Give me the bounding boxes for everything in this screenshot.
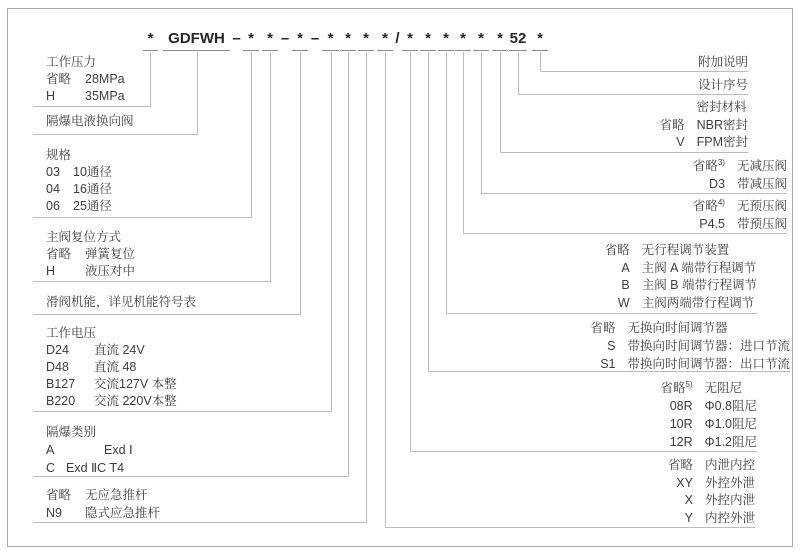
option-desc: 带减压阀 [736, 177, 787, 191]
option-row [46, 88, 125, 105]
code-segment-seal: * [492, 29, 508, 51]
option-desc: 主阀 A 端带行程调节 [641, 260, 757, 275]
code-segment-pressure: * [143, 29, 158, 51]
option-code: N9 [46, 505, 62, 520]
option-row [46, 359, 177, 376]
option-desc: 交流 220V本整 [94, 394, 177, 408]
option-desc: 10通径 [73, 165, 112, 179]
option-desc: 外控外泄 [704, 475, 755, 490]
option-row [46, 441, 133, 459]
option-code-text: 省略 [692, 199, 718, 213]
option-desc: 带换向时间调节器：出口节流 [627, 357, 790, 371]
option-desc: 无行程调节装置 [641, 243, 730, 257]
code-segment-stroke: * [438, 29, 454, 51]
section-title: 密封材料 [696, 100, 747, 114]
section-title: 主阀复位方式 [46, 230, 122, 244]
section-working-voltage [46, 325, 177, 410]
option-row [46, 198, 112, 215]
section-reducing-valve [693, 157, 787, 193]
option-desc: 内泄内控 [704, 458, 755, 472]
section-title: 隔爆类别 [46, 425, 97, 439]
option-desc: Φ0.8阻尼 [704, 399, 757, 413]
option-code: D24 [46, 343, 69, 357]
option-desc: 带预压阀 [736, 217, 787, 231]
code-segment-spec-2: * [262, 29, 278, 51]
option-desc: 内控外泄 [704, 510, 755, 525]
option-code: W [617, 295, 630, 310]
code-separator-slash: / [395, 30, 400, 47]
section-emergency-pushrod [46, 487, 160, 522]
option-row [46, 181, 112, 198]
option-code: 省略 [46, 72, 72, 86]
footnote-marker: 4) [717, 197, 725, 207]
code-segment-exd: * [358, 29, 374, 51]
option-desc: 交流127V 本整 [94, 377, 177, 391]
code-separator: – [310, 30, 320, 47]
option-row [46, 246, 135, 263]
footnote-marker: 3) [717, 157, 725, 167]
section-seal-material [660, 99, 748, 152]
option-code: S1 [600, 357, 616, 371]
option-code: V [676, 135, 685, 149]
option-desc: 直流 24V [94, 343, 145, 357]
option-code: P4.5 [699, 217, 725, 231]
option-code: B127 [46, 377, 76, 391]
section-additional-notes [686, 54, 748, 72]
section-title: 工作压力 [46, 55, 97, 69]
option-code: H [46, 89, 56, 103]
option-desc: 弹簧复位 [85, 247, 136, 261]
section-damping [661, 379, 758, 451]
option-code: X [684, 493, 693, 507]
section-valve-name [46, 113, 134, 130]
section-working-pressure [46, 54, 125, 105]
option-code: D3 [709, 177, 725, 191]
option-desc: 无阻尼 [704, 381, 743, 395]
code-segment-voltage: * [340, 29, 356, 51]
option-code: A [46, 443, 55, 457]
option-code: 省略 [590, 321, 616, 335]
code-separator: – [232, 30, 241, 47]
option-row [46, 164, 112, 181]
valve-name-label: 隔爆电液换向阀 [46, 114, 134, 128]
option-code: S [607, 339, 616, 353]
code-segment-spec-1: * [243, 29, 259, 51]
option-code: 省略 [659, 117, 685, 132]
option-code: A [621, 260, 630, 275]
section-spool-function [46, 294, 196, 311]
option-code: B220 [46, 394, 76, 408]
option-desc: 无预压阀 [736, 199, 787, 213]
option-row [46, 487, 160, 505]
code-segment-reducing: * [473, 29, 489, 51]
section-pilot-drain [668, 457, 755, 527]
code-segment-spool: * [322, 29, 339, 51]
option-code: C [46, 461, 56, 475]
option-desc: 无应急推杆 [85, 488, 148, 502]
option-code [661, 379, 693, 397]
option-code: 省略 [46, 488, 72, 502]
option-desc: 35MPa [85, 89, 125, 103]
option-desc: 液压对中 [85, 264, 136, 278]
option-row [46, 393, 177, 410]
option-code: 省略 [46, 247, 72, 261]
section-switching-time-regulator [590, 319, 790, 373]
option-code: H [46, 264, 56, 278]
option-desc: 隐式应急推杆 [85, 505, 161, 520]
section-reset-mode [46, 229, 135, 280]
option-row [46, 505, 160, 523]
option-desc: Φ1.0阻尼 [704, 417, 757, 431]
option-code: Y [684, 510, 693, 525]
option-row [46, 71, 125, 88]
option-desc: 主阀两端带行程调节 [641, 295, 755, 310]
option-desc: FPM密封 [696, 135, 748, 149]
section-spec [46, 147, 112, 215]
option-row [46, 459, 133, 477]
code-segment-additional: * [532, 29, 548, 51]
code-segment-design-no: 52 [509, 29, 527, 51]
option-code [693, 157, 725, 175]
section-title: 规格 [46, 148, 72, 162]
option-desc: 主阀 B 端带行程调节 [641, 278, 757, 292]
option-desc: Exd ⅡC T4 [66, 461, 125, 475]
option-code: XY [676, 475, 693, 490]
code-segment-damping: * [402, 29, 418, 51]
section-stroke-adjustment [605, 242, 757, 312]
option-desc: 25通径 [73, 199, 112, 213]
section-title: 设计序号 [697, 78, 748, 92]
code-segment-reset: * [292, 29, 308, 51]
option-code: 省略 [667, 458, 693, 472]
option-code: D48 [46, 360, 69, 374]
option-code-text: 省略 [692, 159, 718, 173]
code-segment-timer: * [420, 29, 436, 51]
option-desc: 28MPa [85, 72, 125, 86]
section-title: 工作电压 [46, 326, 97, 340]
option-code: 10R [669, 417, 693, 431]
code-segment-pushrod: * [377, 29, 393, 51]
option-desc: 直流 48 [94, 360, 137, 374]
option-code: 06 [46, 199, 60, 213]
footnote-marker: 5) [685, 379, 693, 389]
option-desc: Φ1.2阻尼 [704, 435, 757, 449]
option-code: 04 [46, 182, 60, 196]
code-separator: – [280, 30, 290, 47]
option-desc: 无换向时间调节器 [627, 321, 728, 335]
code-segment-preload: * [455, 29, 471, 51]
code-segment-series: GDFWH [163, 29, 230, 51]
option-desc: 带换向时间调节器：进口节流 [627, 339, 790, 353]
option-desc: 无减压阀 [736, 159, 787, 173]
spool-function-label: 滑阀机能，详见机能符号表 [46, 295, 197, 309]
option-desc: Exd Ⅰ [104, 443, 133, 457]
option-row [46, 263, 135, 280]
option-code: 03 [46, 165, 60, 179]
option-row [46, 342, 177, 359]
option-desc: 外控内泄 [704, 493, 755, 507]
section-title: 附加说明 [697, 55, 748, 69]
option-row [46, 376, 177, 393]
section-design-number [686, 77, 748, 95]
option-code-text: 省略 [660, 381, 686, 395]
option-code: 08R [669, 399, 693, 413]
section-preload-valve [693, 197, 787, 233]
option-code [693, 197, 725, 215]
option-desc: 16通径 [73, 182, 112, 196]
option-desc: NBR密封 [696, 117, 748, 132]
option-code: 12R [669, 435, 693, 449]
section-explosion-proof-class [46, 423, 133, 477]
option-code: B [621, 278, 630, 292]
option-code: 省略 [604, 243, 630, 257]
